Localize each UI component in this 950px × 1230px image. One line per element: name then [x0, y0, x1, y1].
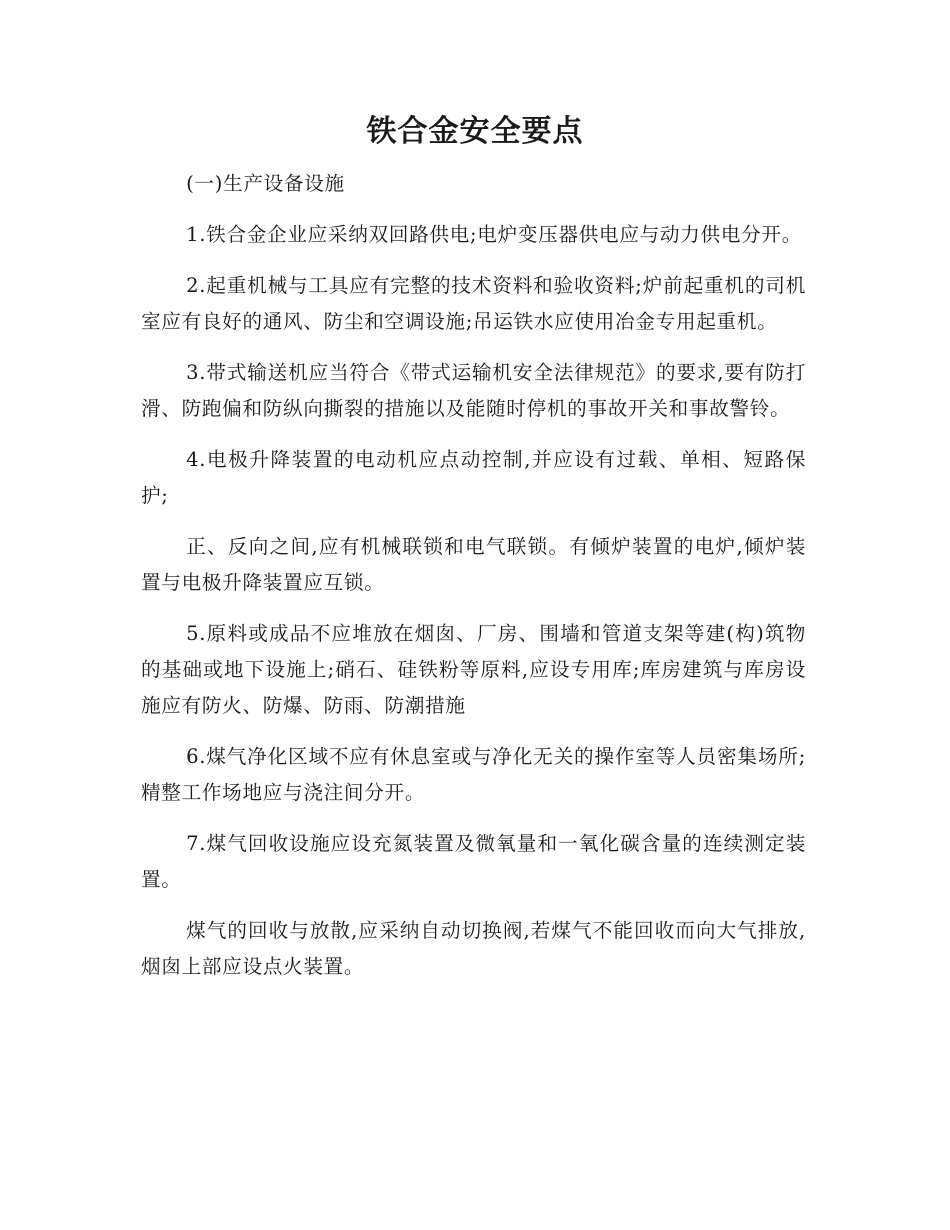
paragraph-item-4: 4.电极升降装置的电动机应点动控制,并应设有过载、单相、短路保护; [141, 448, 806, 507]
section-heading: (一)生产设备设施 [186, 172, 345, 195]
paragraph-item-7-continued: 煤气的回收与放散,应采纳自动切换阀,若煤气不能回收而向大气排放,烟囱上部应设点火装置。 [141, 919, 806, 978]
paragraph-item-7: 7.煤气回收设施应设充氮装置及微氧量和一氧化碳含量的连续测定装置。 [141, 832, 806, 891]
paragraph-item-2: 2.起重机械与工具应有完整的技术资料和验收资料;炉前起重机的司机室应有良好的通风、防尘和空调设施;吊运铁水应使用冶金专用起重机。 [141, 274, 806, 333]
paragraph-item-5: 5.原料或成品不应堆放在烟囱、厂房、围墙和管道支架等建(构)筑物的基础或地下设施上;硝石、硅铁粉等原料,应设专用库;库房建筑与库房设施应有防火、防爆、防雨、防潮措施 [141, 622, 806, 717]
paragraph-item-1: 1.铁合金企业应采纳双回路供电;电炉变压器供电应与动力供电分开。 [186, 223, 802, 246]
document-title: 铁合金安全要点 [366, 114, 584, 149]
paragraph-item-3: 3.带式输送机应当符合《带式运输机安全法律规范》的要求,要有防打滑、防跑偏和防纵向撕裂的措施以及能随时停机的事故开关和事故警铃。 [141, 361, 806, 420]
document-body [141, 166, 806, 1000]
paragraph-item-4-continued: 正、反向之间,应有机械联锁和电气联锁。有倾炉装置的电炉,倾炉装置与电极升降装置应互锁。 [141, 535, 806, 594]
paragraph-item-6: 6.煤气净化区域不应有休息室或与净化无关的操作室等人员密集场所;精整工作场地应与浇注间分开。 [141, 745, 806, 804]
